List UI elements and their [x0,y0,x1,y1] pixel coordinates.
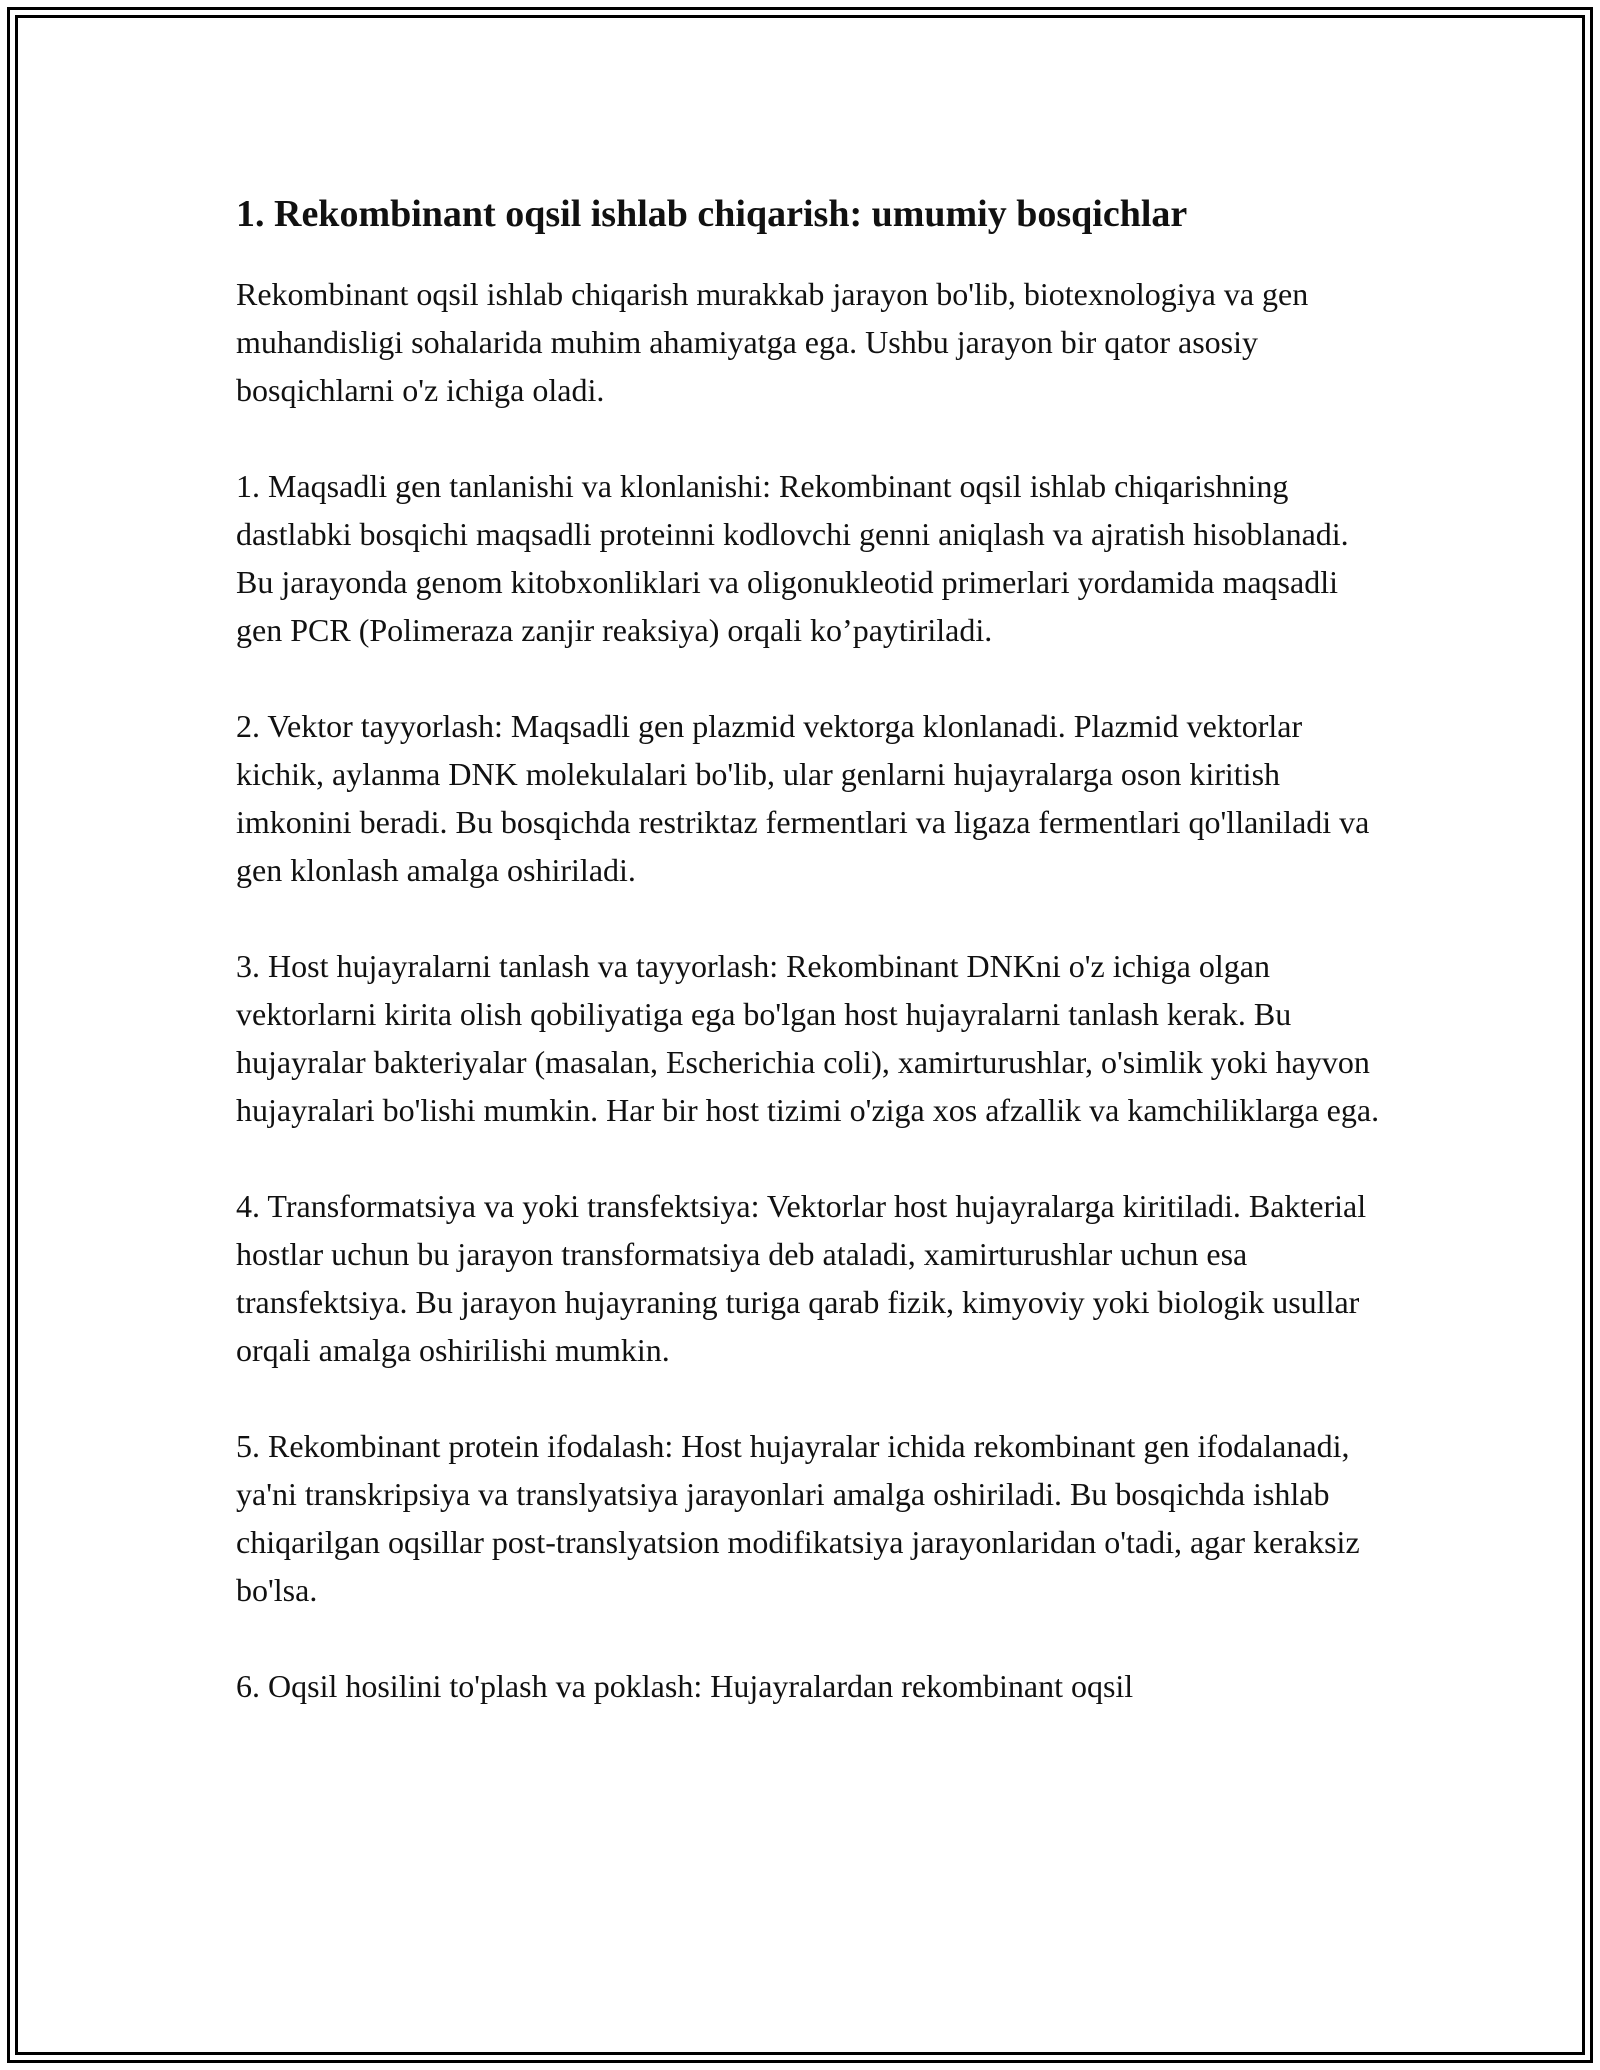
step-6-paragraph: 6. Oqsil hosilini to'plash va poklash: Hujayralardan rekombinant oqsil [236,1668,1134,1704]
document-body [236,188,1386,1758]
intro-paragraph: Rekombinant oqsil ishlab chiqarish murakkab jarayon bo'lib, biotexnologiya va gen muhandisligi sohalarida muhim ahamiyatga ega. Ushbu jarayon bir qator asosiy bosqichlarni o'z ichiga oladi. [236,276,1309,408]
step-1-paragraph: 1. Maqsadli gen tanlanishi va klonlanishi: Rekombinant oqsil ishlab chiqarishning dastlabki bosqichi maqsadli proteinni kodlovchi genni aniqlash va ajratish hisoblanadi. Bu jarayonda genom kitobxonliklari va oligonukleotid primerlari yordamida maqsadli gen PCR (Polimeraza zanjir reaksiya) orqali ko’paytiriladi. [236,468,1349,648]
step-5-paragraph: 5. Rekombinant protein ifodalash: Host hujayralar ichida rekombinant gen ifodalanadi, ya'ni transkripsiya va translyatsiya jarayonlari amalga oshiriladi. Bu bosqichda ishlab chiqarilgan oqsillar post-translyatsion modifikatsiya jarayonlaridan o'tadi, agar keraksiz bo'lsa. [236,1428,1360,1608]
document-title: 1. Rekombinant oqsil ishlab chiqarish: umumiy bosqichlar [236,193,1188,235]
step-4-paragraph: 4. Transformatsiya va yoki transfektsiya: Vektorlar host hujayralarga kiritiladi. Bakterial hostlar uchun bu jarayon transformatsiya deb ataladi, xamirturushlar uchun esa transfektsiya. Bu jarayon hujayraning turiga qarab fizik, kimyoviy yoki biologik usullar orqali amalga oshirilishi mumkin. [236,1188,1367,1368]
step-3-paragraph: 3. Host hujayralarni tanlash va tayyorlash: Rekombinant DNKni o'z ichiga olgan vektorlarni kirita olish qobiliyatiga ega bo'lgan host hujayralarni tanlash kerak. Bu hujayralar bakteriyalar (masalan, Escherichia coli), xamirturushlar, o'simlik yoki hayvon hujayralari bo'lishi mumkin. Har bir host tizimi o'ziga xos afzallik va kamchiliklarga ega. [236,948,1380,1128]
step-2-paragraph: 2. Vektor tayyorlash: Maqsadli gen plazmid vektorga klonlanadi. Plazmid vektorlar kichik, aylanma DNK molekulalari bo'lib, ular genlarni hujayralarga oson kiritish imkonini beradi. Bu bosqichda restriktaz fermentlari va ligaza fermentlari qo'llaniladi va gen klonlash amalga oshiriladi. [236,708,1370,888]
